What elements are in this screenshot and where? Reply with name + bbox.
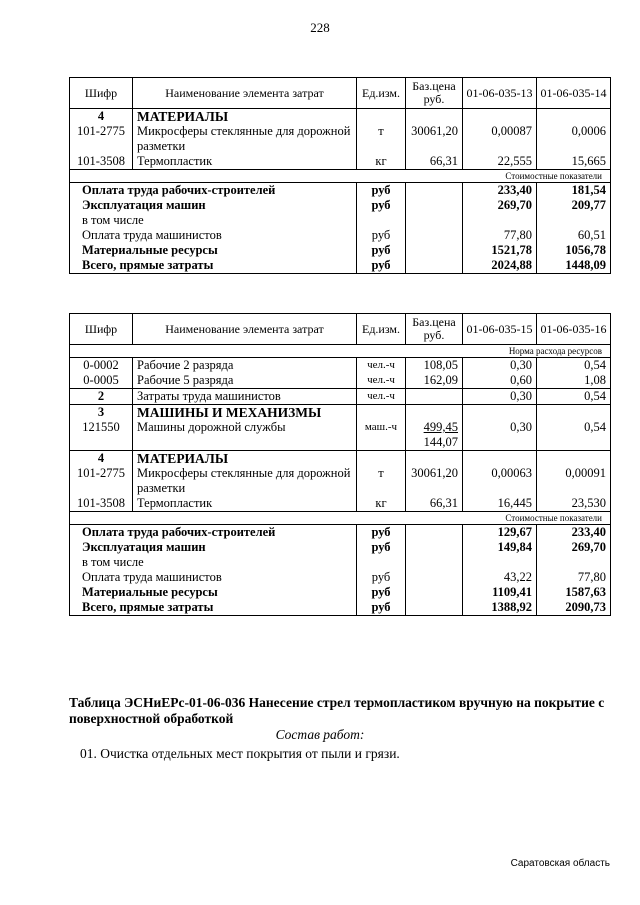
header-code: Шифр	[70, 314, 133, 345]
price-primary: 499,45	[423, 420, 458, 434]
section-title: МАТЕРИАЛЫ	[133, 109, 357, 125]
section-row: 3 МАШИНЫ И МЕХАНИЗМЫ	[70, 405, 611, 421]
summary-row: в том числе	[70, 555, 611, 570]
summary-row: Материальные ресурсы руб 1109,41 1587,63	[70, 585, 611, 600]
header-name: Наименование элемента затрат	[133, 78, 357, 109]
header-col-a: 01-06-035-15	[463, 314, 537, 345]
summary-row-total: Всего, прямые затраты руб 1388,92 2090,73	[70, 600, 611, 616]
price-secondary: 144,07	[423, 435, 458, 449]
section-row: 4 МАТЕРИАЛЫ	[70, 451, 611, 467]
header-col-a: 01-06-035-13	[463, 78, 537, 109]
header-unit: Ед.изм.	[357, 78, 406, 109]
table-row: 0-0005 Рабочие 5 разряда чел.-ч 162,09 0,60 1,08	[70, 373, 611, 389]
table-row: 0-0002 Рабочие 2 разряда чел.-ч 108,05 0,30 0,54	[70, 358, 611, 374]
estimate-table-1	[69, 77, 611, 274]
summary-row: Оплата труда машинистов руб 43,22 77,80	[70, 570, 611, 585]
table-row: 101-3508 Термопластик кг 66,31 16,445 23,530	[70, 496, 611, 512]
table-row: 101-2775 Микросферы стеклянные для дорожной разметки т 30061,20 0,00063 0,00091	[70, 466, 611, 496]
composition-title: Состав работ:	[275, 727, 365, 742]
section-title: МАТЕРИАЛЫ	[133, 451, 357, 467]
table-caption: Таблица ЭСНиЕРс-01-06-036 Нанесение стрел термопластиком вручную на покрытие с поверхностной обработкой	[69, 695, 605, 726]
work-item: 01. Очистка отдельных мест покрытия от пыли и грязи.	[80, 746, 400, 761]
summary-row: Эксплуатация машин руб 149,84 269,70	[70, 540, 611, 555]
table-row: 121550 Машины дорожной службы маш.-ч 499,45 144,07 0,30 0,54	[70, 420, 611, 451]
summary-row: Оплата труда рабочих-строителей руб 129,67 233,40	[70, 525, 611, 541]
header-name: Наименование элемента затрат	[133, 314, 357, 345]
summary-row: в том числе	[70, 213, 611, 228]
cost-indicators-header: Стоимостные показатели	[70, 512, 611, 525]
header-code: Шифр	[70, 78, 133, 109]
cost-indicators-header: Стоимостные показатели	[70, 170, 611, 183]
header-unit: Ед.изм.	[357, 314, 406, 345]
table-header	[70, 78, 611, 109]
header-base-price: Баз.цена руб.	[406, 78, 463, 109]
header-base-price: Баз.цена руб.	[406, 314, 463, 345]
page-number: 228	[310, 20, 330, 35]
summary-row-total: Всего, прямые затраты руб 2024,88 1448,09	[70, 258, 611, 274]
summary-row: Материальные ресурсы руб 1521,78 1056,78	[70, 243, 611, 258]
summary-row: Оплата труда машинистов руб 77,80 60,51	[70, 228, 611, 243]
header-col-b: 01-06-035-16	[537, 314, 611, 345]
table-row: 2 Затраты труда машинистов чел.-ч 0,30 0,54	[70, 389, 611, 405]
summary-row: Эксплуатация машин руб 269,70 209,77	[70, 198, 611, 213]
header-col-b: 01-06-035-14	[537, 78, 611, 109]
summary-row: Оплата труда рабочих-строителей руб 233,40 181,54	[70, 183, 611, 199]
estimate-table-2	[69, 313, 611, 616]
section-row: 4 МАТЕРИАЛЫ	[70, 109, 611, 125]
table-header	[70, 314, 611, 345]
table-row: 101-2775 Микросферы стеклянные для дорожной разметки т 30061,20 0,00087 0,0006	[70, 124, 611, 154]
table-row: 101-3508 Термопластик кг 66,31 22,555 15,665	[70, 154, 611, 170]
region-footer: Саратовская область	[510, 858, 610, 869]
norm-header: Норма расхода ресурсов	[70, 345, 611, 358]
section-title: МАШИНЫ И МЕХАНИЗМЫ	[133, 405, 357, 421]
